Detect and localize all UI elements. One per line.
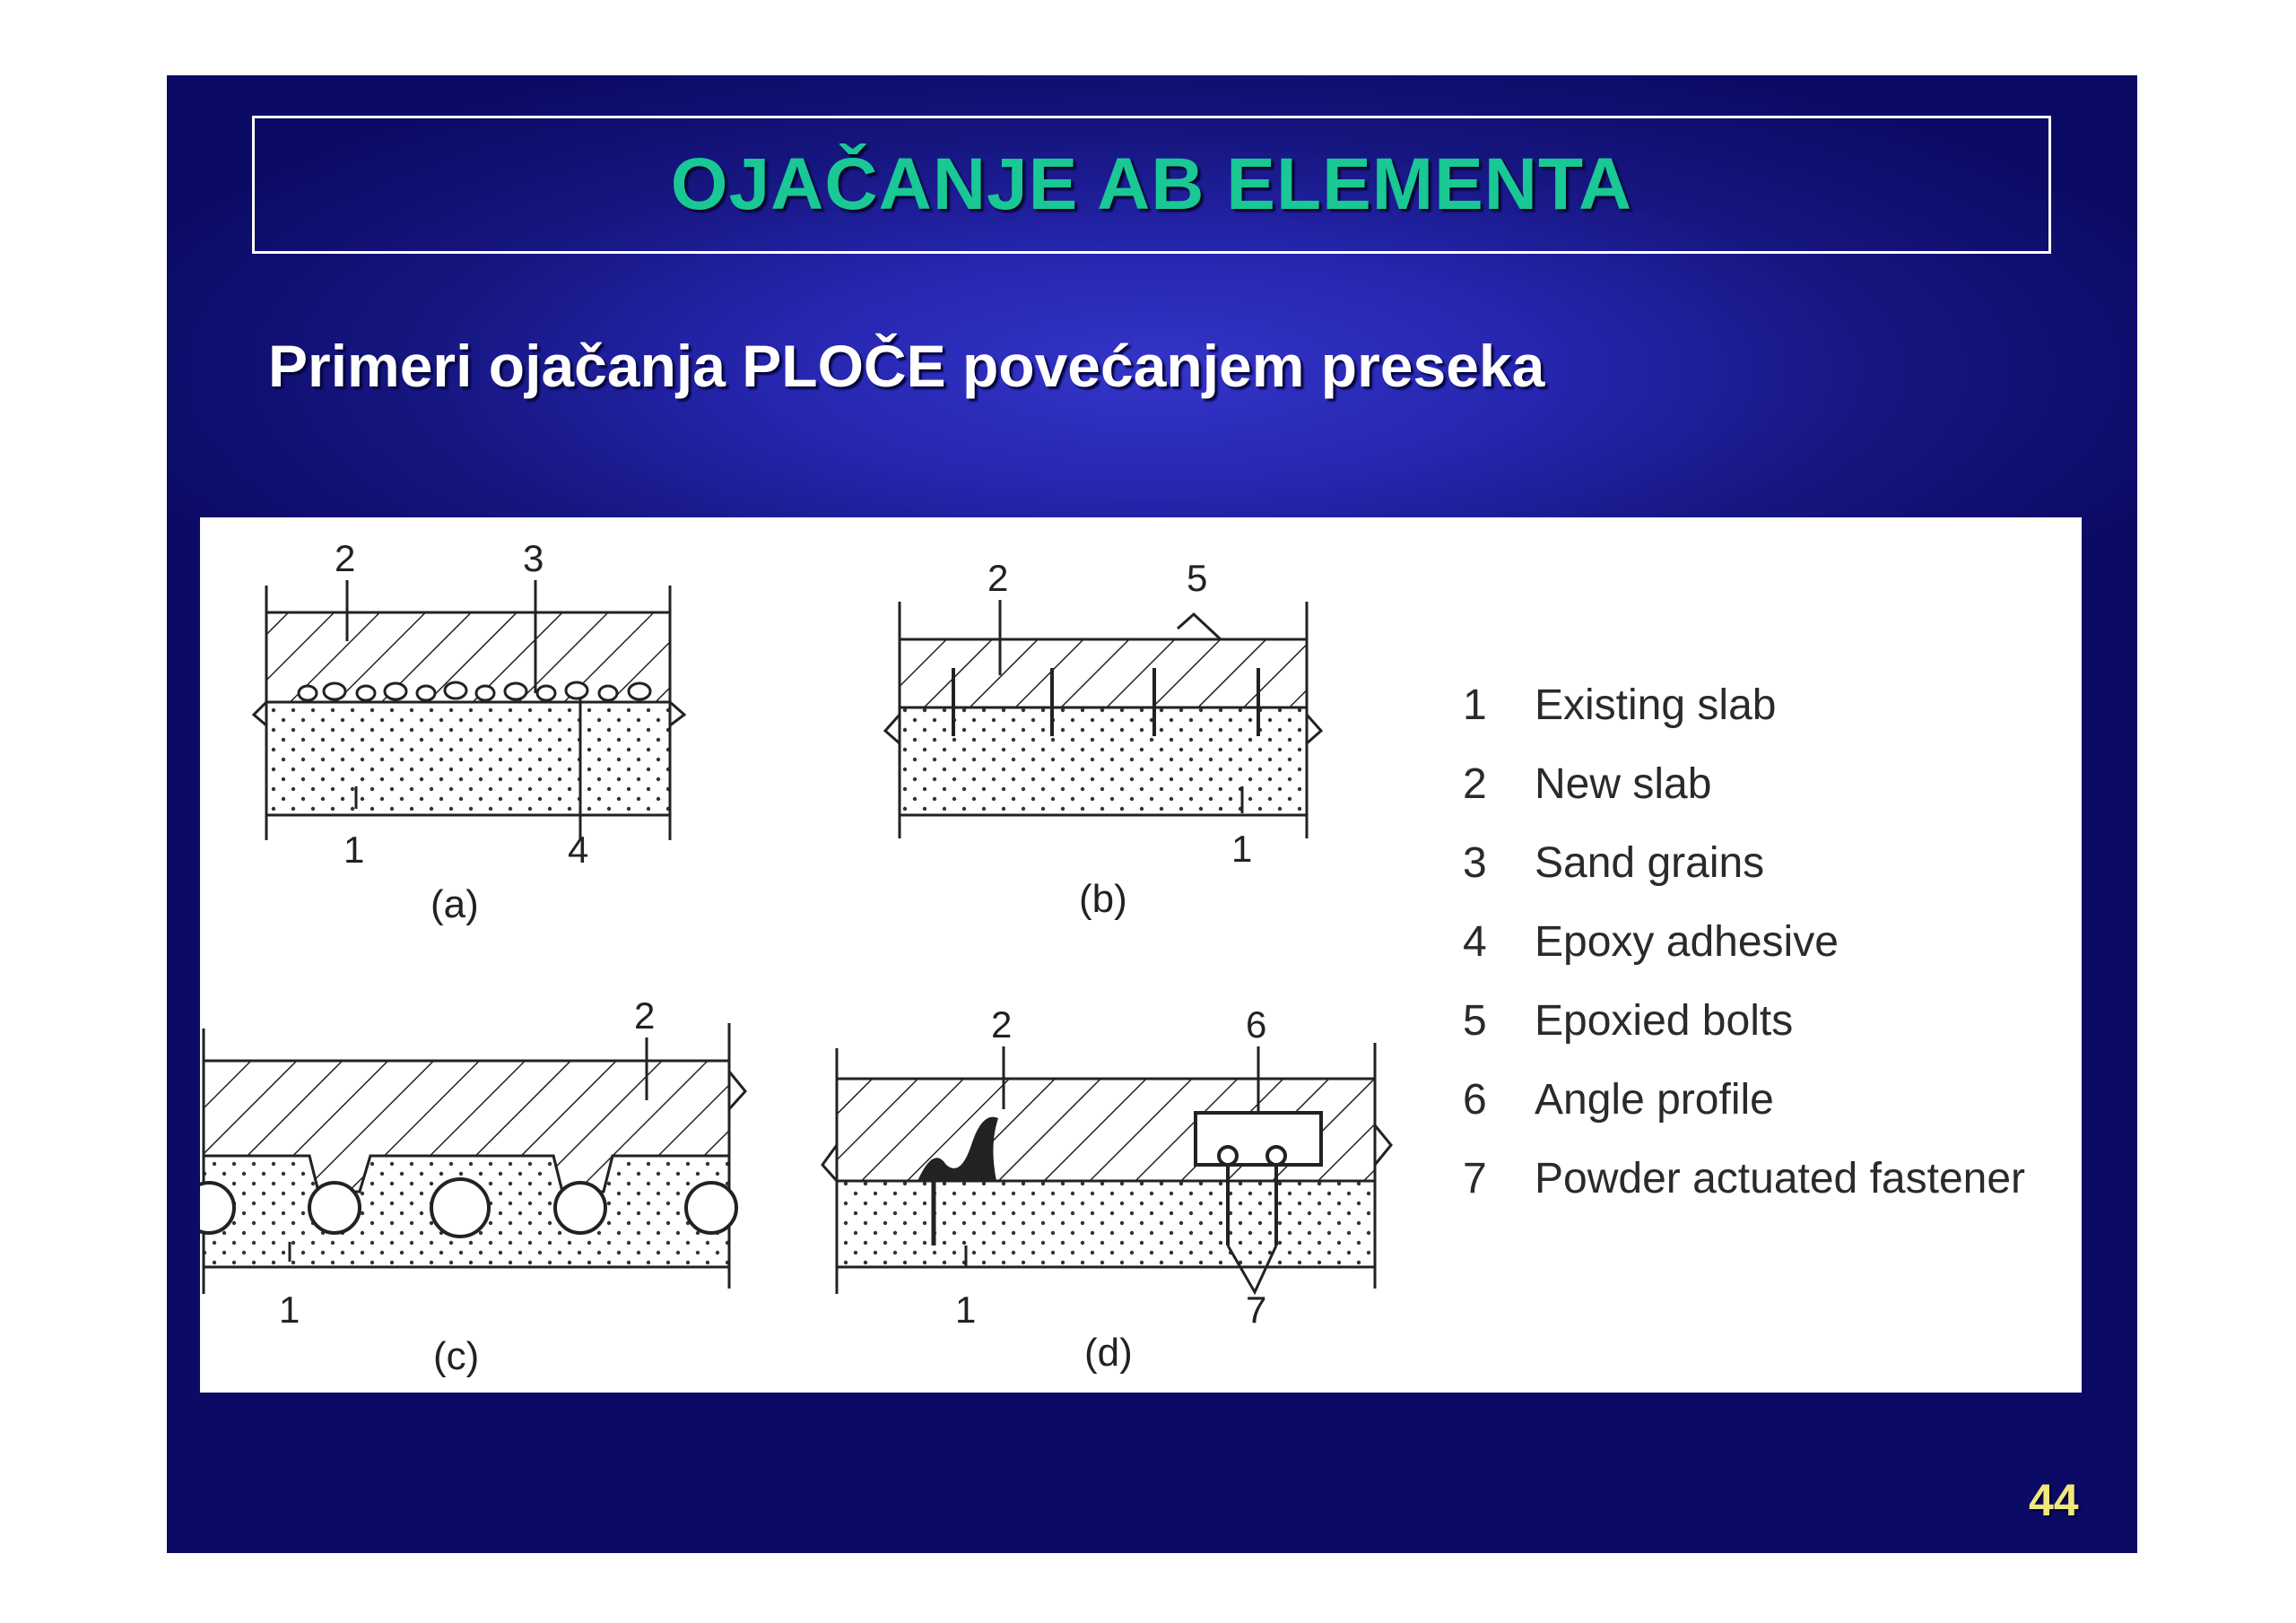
caption-c: (c) — [433, 1334, 480, 1378]
page-number: 44 — [2029, 1475, 2079, 1525]
legend-number: 7 — [1463, 1155, 1487, 1202]
legend-label: New slab — [1535, 760, 1712, 808]
legend-label: Angle profile — [1535, 1076, 1774, 1124]
legend-number: 3 — [1463, 839, 1487, 887]
callout-b-5: 5 — [1187, 557, 1208, 599]
callout-b-1: 1 — [1231, 828, 1253, 870]
callout-a-3: 3 — [523, 537, 544, 579]
callout-c-1: 1 — [279, 1289, 300, 1331]
legend-label: Powder actuated fastener — [1535, 1155, 2026, 1202]
figure-drawing — [200, 517, 2082, 1393]
callout-c-2: 2 — [634, 994, 656, 1037]
slab-strengthening-figure — [200, 517, 2082, 1393]
callout-a-1: 1 — [344, 829, 365, 871]
caption-d: (d) — [1084, 1331, 1133, 1375]
callout-b-2: 2 — [987, 557, 1009, 599]
title-box — [252, 116, 2051, 254]
callout-d-2: 2 — [991, 1003, 1013, 1046]
legend — [1463, 681, 2025, 1202]
slide — [167, 75, 2137, 1553]
legend-number: 5 — [1463, 997, 1487, 1045]
legend-number: 6 — [1463, 1076, 1487, 1124]
diagram-a — [254, 537, 684, 926]
legend-label: Existing slab — [1535, 681, 1777, 729]
legend-label: Epoxied bolts — [1535, 997, 1794, 1045]
slide-subtitle: Primeri ojačanja PLOČE povećanjem preseka — [268, 333, 1545, 399]
diagram-c — [200, 994, 745, 1378]
legend-number: 1 — [1463, 681, 1487, 729]
slide-title: OJAČANJE AB ELEMENTA — [670, 143, 1633, 225]
legend-number: 4 — [1463, 918, 1487, 966]
legend-label: Sand grains — [1535, 839, 1765, 887]
callout-a-2: 2 — [335, 537, 356, 579]
diagram-d — [822, 1003, 1391, 1375]
caption-a: (a) — [430, 882, 479, 926]
callout-d-1: 1 — [955, 1289, 977, 1331]
callout-d-7: 7 — [1246, 1289, 1267, 1331]
callout-a-4: 4 — [568, 829, 589, 871]
caption-b: (b) — [1079, 877, 1127, 921]
legend-number: 2 — [1463, 760, 1487, 808]
legend-label: Epoxy adhesive — [1535, 918, 1839, 966]
callout-d-6: 6 — [1246, 1003, 1267, 1046]
diagram-b — [885, 557, 1321, 921]
